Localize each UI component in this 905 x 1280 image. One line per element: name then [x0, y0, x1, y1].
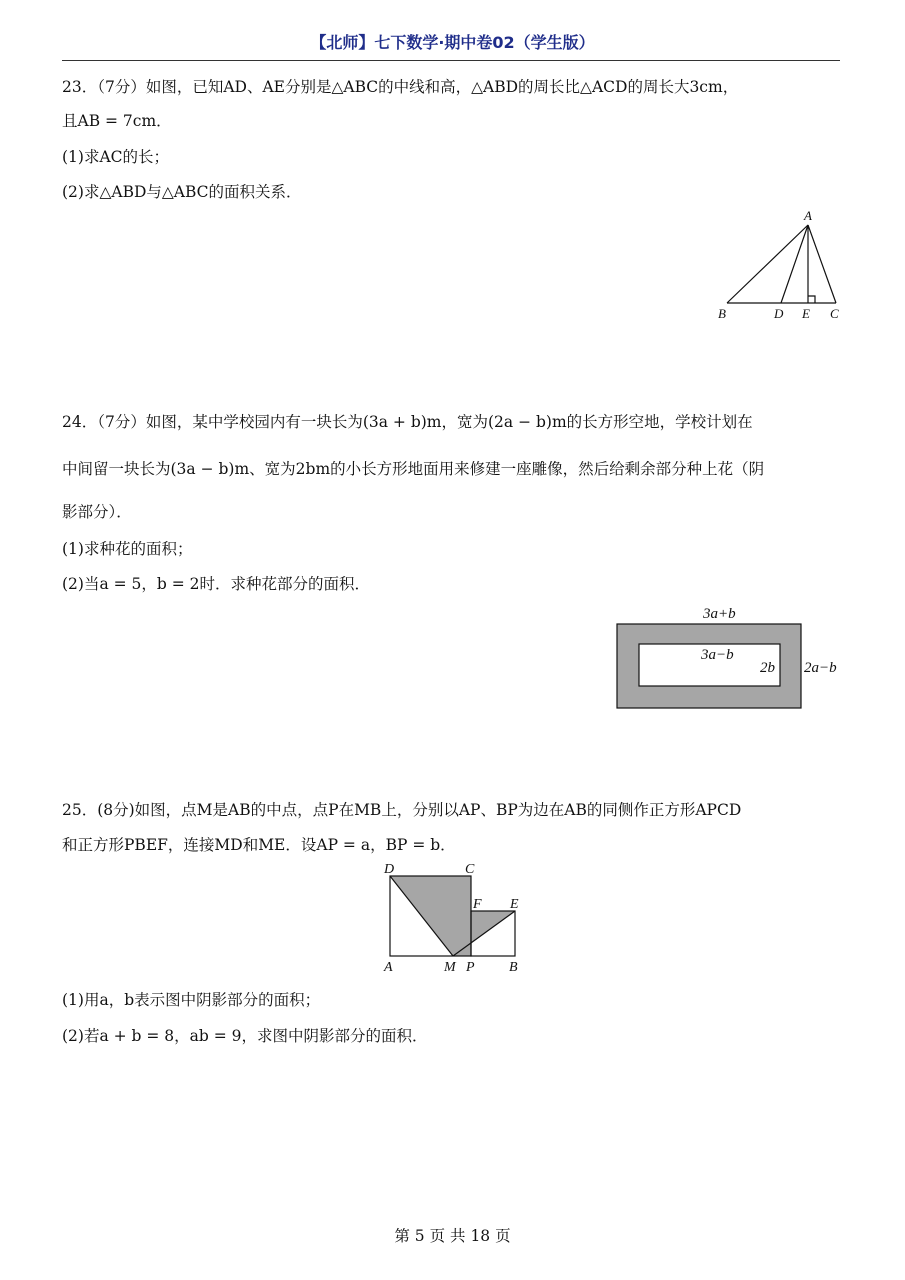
segment-ab — [727, 225, 808, 303]
label-e: E — [510, 897, 519, 912]
q24-part2: (2)当a = 5，b = 2时．求种花部分的面积． — [62, 575, 371, 593]
shaded-region-left — [390, 876, 471, 956]
q25-stem-line2: 和正方形PBEF，连接MD和ME．设AP = a，BP = b． — [62, 836, 456, 854]
q23-triangle-figure — [712, 206, 852, 322]
segment-ac — [808, 225, 836, 303]
q23-stem-line1: 23．（7分）如图，已知AD、AE分别是△ABC的中线和高，△ABD的周长比△ACD的周长大3cm， — [62, 78, 739, 96]
q25-part2: (2)若a + b = 8，ab = 9，求图中阴影部分的面积． — [62, 1027, 428, 1045]
label-outer-width: 2a−b — [804, 660, 837, 676]
label-d: D — [774, 306, 784, 321]
page-number-footer: 第 5 页 共 18 页 — [394, 1227, 511, 1245]
right-angle-mark — [808, 296, 815, 303]
label-c: C — [830, 306, 839, 321]
label-e: E — [802, 306, 810, 321]
q24-part1: (1)求种花的面积； — [62, 540, 193, 558]
q24-stem-line3: 影部分）． — [62, 503, 132, 521]
label-f: F — [473, 897, 482, 912]
label-inner-length: 3a−b — [701, 647, 734, 663]
label-m: M — [444, 960, 456, 975]
label-a: A — [804, 208, 812, 223]
q25-part1: (1)用a，b表示图中阴影部分的面积； — [62, 991, 321, 1009]
q23-part2: (2)求△ABD与△ABC的面积关系． — [62, 183, 302, 201]
label-outer-length: 3a+b — [703, 606, 736, 622]
page-header-title: 【北师】七下数学·期中卷02（学生版） — [310, 33, 595, 52]
label-b: B — [509, 960, 518, 975]
q25-squares-figure — [378, 858, 528, 976]
q24-stem-line1: 24．（7分）如图，某中学校园内有一块长为(3a + b)m，宽为(2a − b)m的长方形空地，学校计划在 — [62, 413, 753, 431]
q25-stem-line1: 25．(8分)如图，点M是AB的中点，点P在MB上，分别以AP、BP为边在AB的同侧作正方形APCD — [62, 801, 742, 819]
median-ad — [781, 225, 808, 303]
label-c: C — [465, 862, 475, 877]
label-b: B — [718, 306, 726, 321]
label-p: P — [466, 960, 475, 975]
q24-stem-line2: 中间留一块长为(3a − b)m、宽为2bm的小长方形地面用来修建一座雕像，然后给剩余部分种上花（阴 — [62, 460, 765, 478]
q23-part1: (1)求AC的长； — [62, 148, 170, 166]
label-inner-width: 2b — [760, 660, 775, 676]
q23-stem-line2: 且AB = 7cm． — [62, 112, 172, 130]
q24-garden-figure — [605, 598, 850, 716]
label-a: A — [384, 960, 393, 975]
label-d: D — [384, 862, 395, 877]
header-divider — [62, 60, 840, 61]
